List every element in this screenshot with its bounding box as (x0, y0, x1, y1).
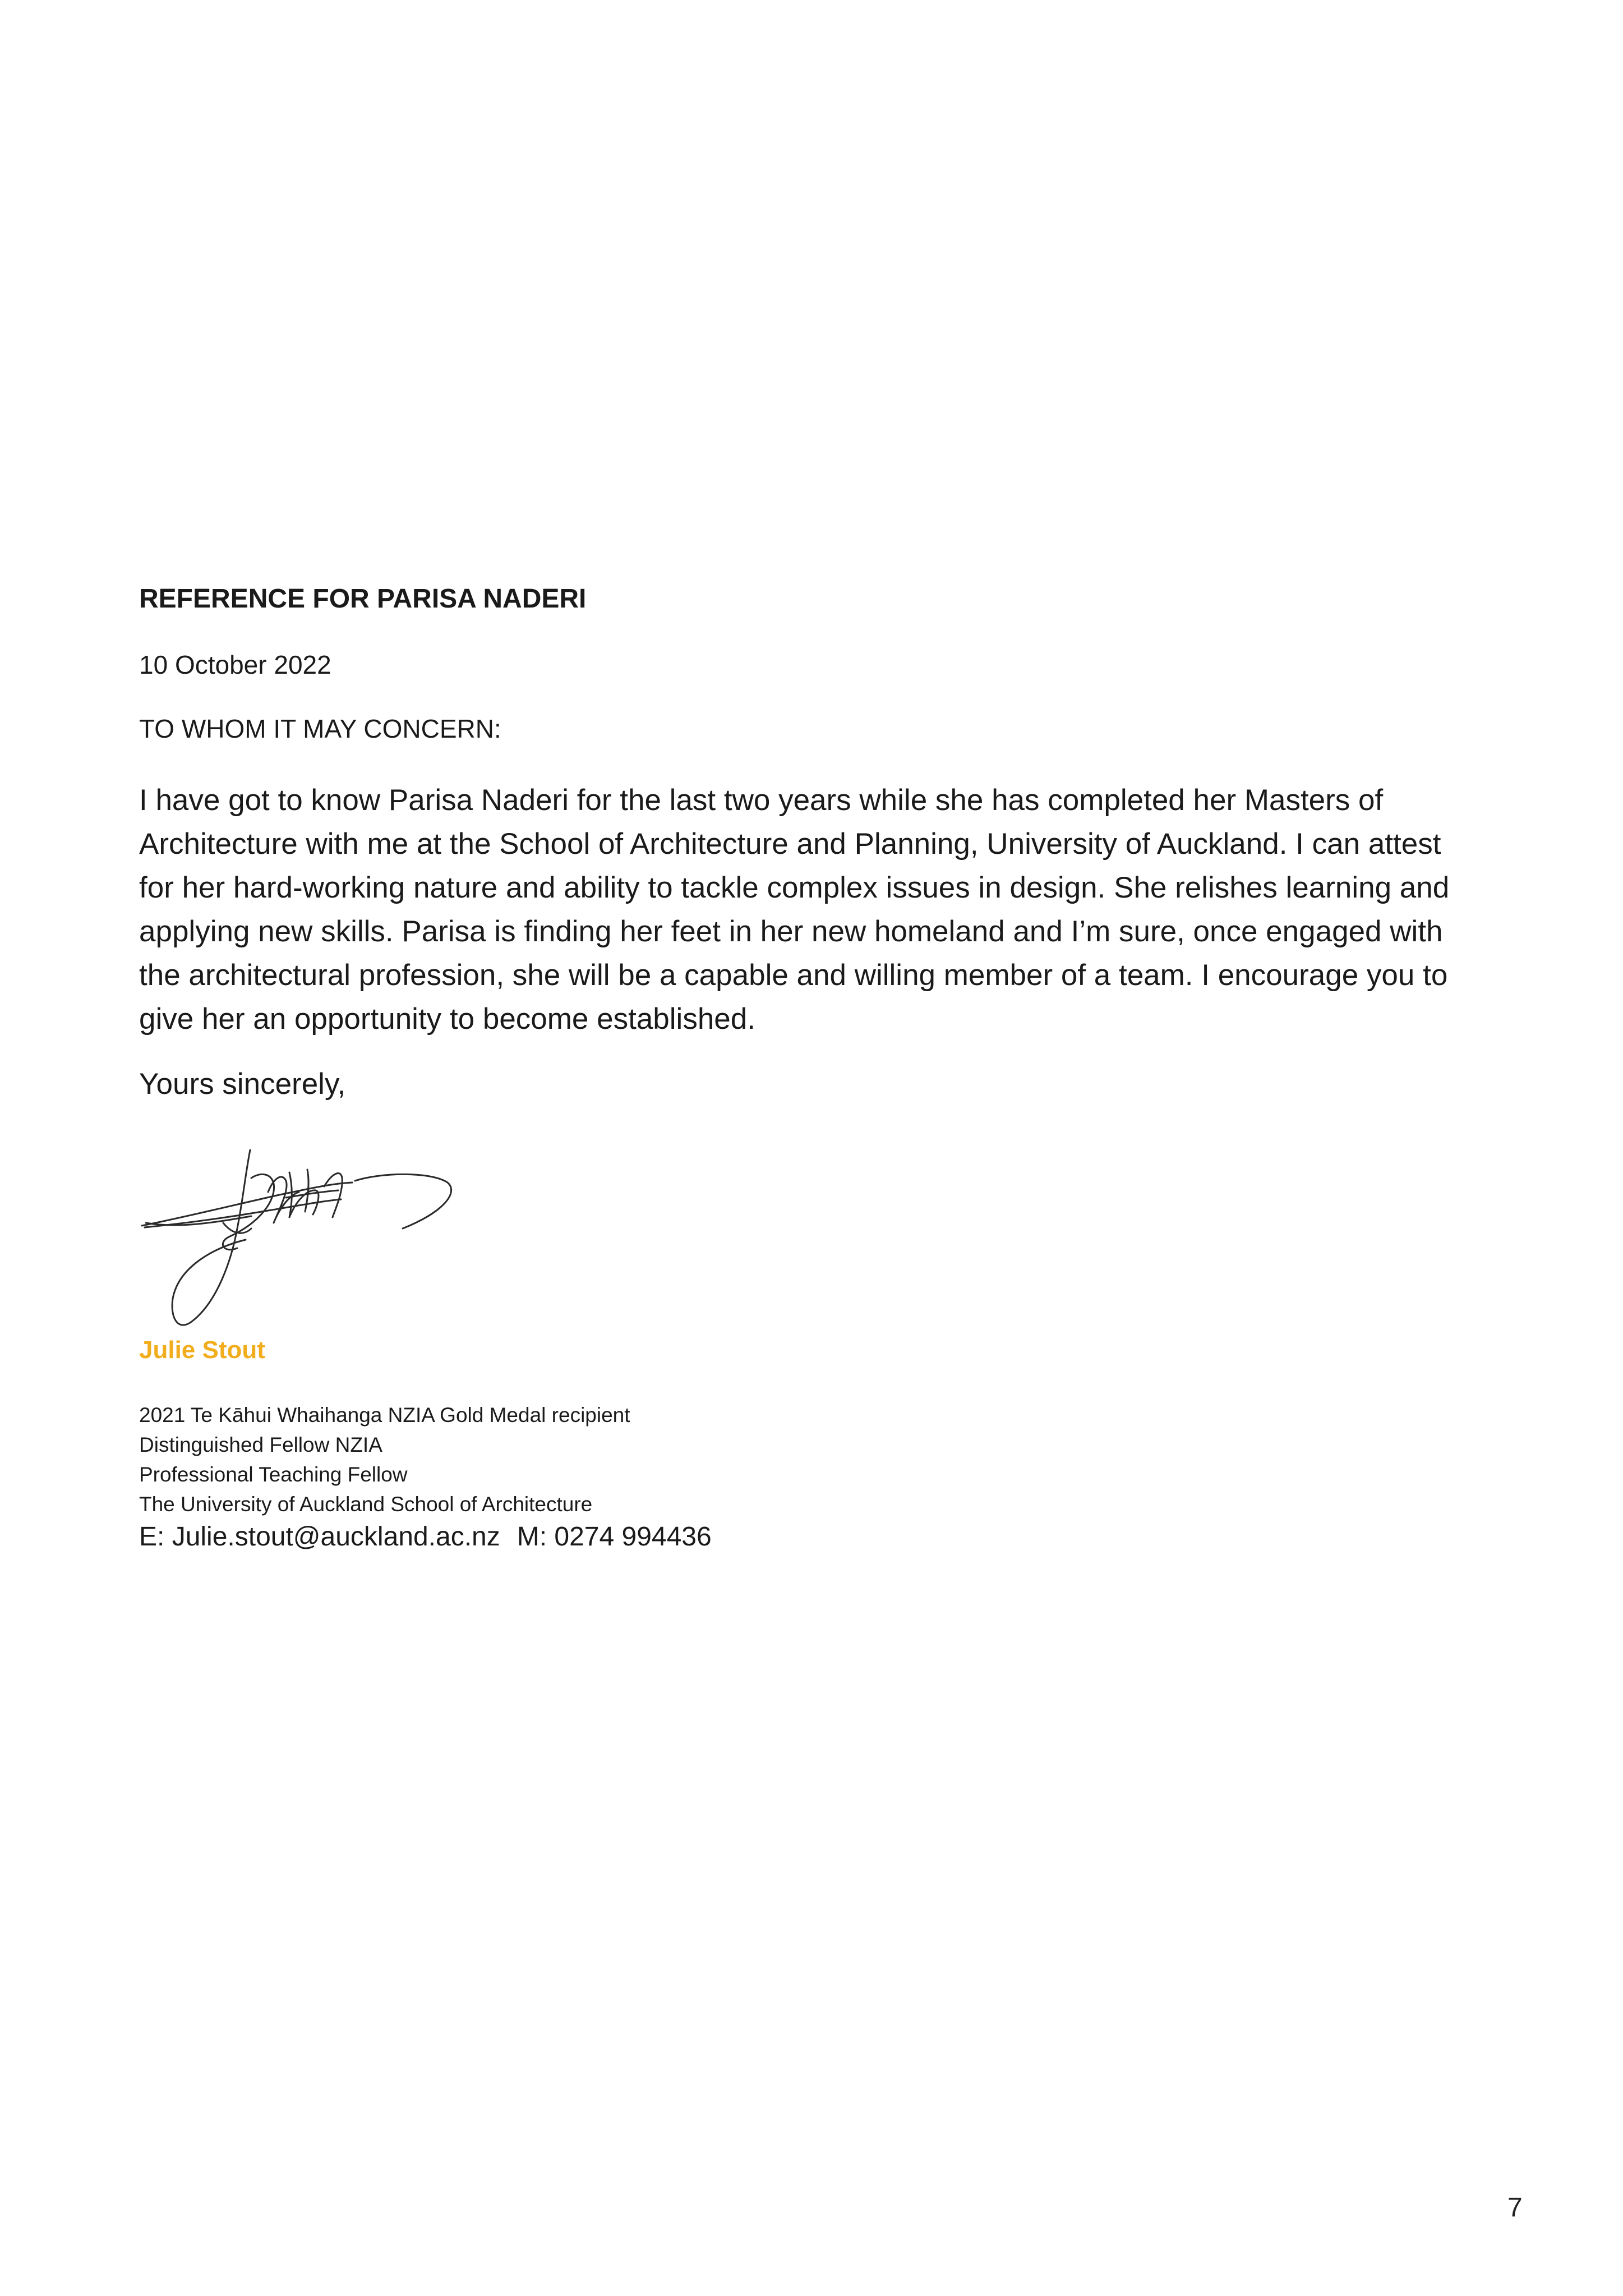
signer-credentials (139, 1400, 630, 1519)
credential-line: 2021 Te Kāhui Whaihanga NZIA Gold Medal recipient (139, 1404, 630, 1427)
contact-details (139, 1521, 712, 1552)
contact-email: E: Julie.stout@auckland.ac.nz (139, 1522, 500, 1552)
credential-line: The University of Auckland School of Architecture (139, 1493, 593, 1516)
handwritten-signature (139, 1139, 453, 1329)
credential-line: Distinguished Fellow NZIA (139, 1433, 382, 1456)
page-number: 7 (1507, 2193, 1523, 2223)
credential-line: Professional Teaching Fellow (139, 1463, 408, 1486)
letter-body (139, 779, 1507, 1041)
body-line: I have got to know Parisa Naderi for the last two years while she has completed her Masters of (139, 784, 1384, 817)
salutation: TO WHOM IT MAY CONCERN: (139, 714, 501, 743)
body-line: the architectural profession, she will be a capable and willing member of a team. I encourage you to (139, 959, 1448, 992)
body-line: Architecture with me at the School of Architecture and Planning, University of Auckland. I can attest (139, 827, 1441, 861)
closing: Yours sincerely, (139, 1068, 346, 1101)
letter-date: 10 October 2022 (139, 650, 331, 679)
body-line: for her hard-working nature and ability to tackle complex issues in design. She relishes learning and (139, 871, 1450, 904)
signer-name: Julie Stout (139, 1336, 265, 1364)
contact-mobile: M: 0274 994436 (517, 1522, 712, 1552)
body-line: applying new skills. Parisa is finding her feet in her new homeland and I’m sure, once engaged with (139, 915, 1443, 948)
body-line: give her an opportunity to become established. (139, 1002, 755, 1036)
letter-title: REFERENCE FOR PARISA NADERI (139, 584, 587, 614)
